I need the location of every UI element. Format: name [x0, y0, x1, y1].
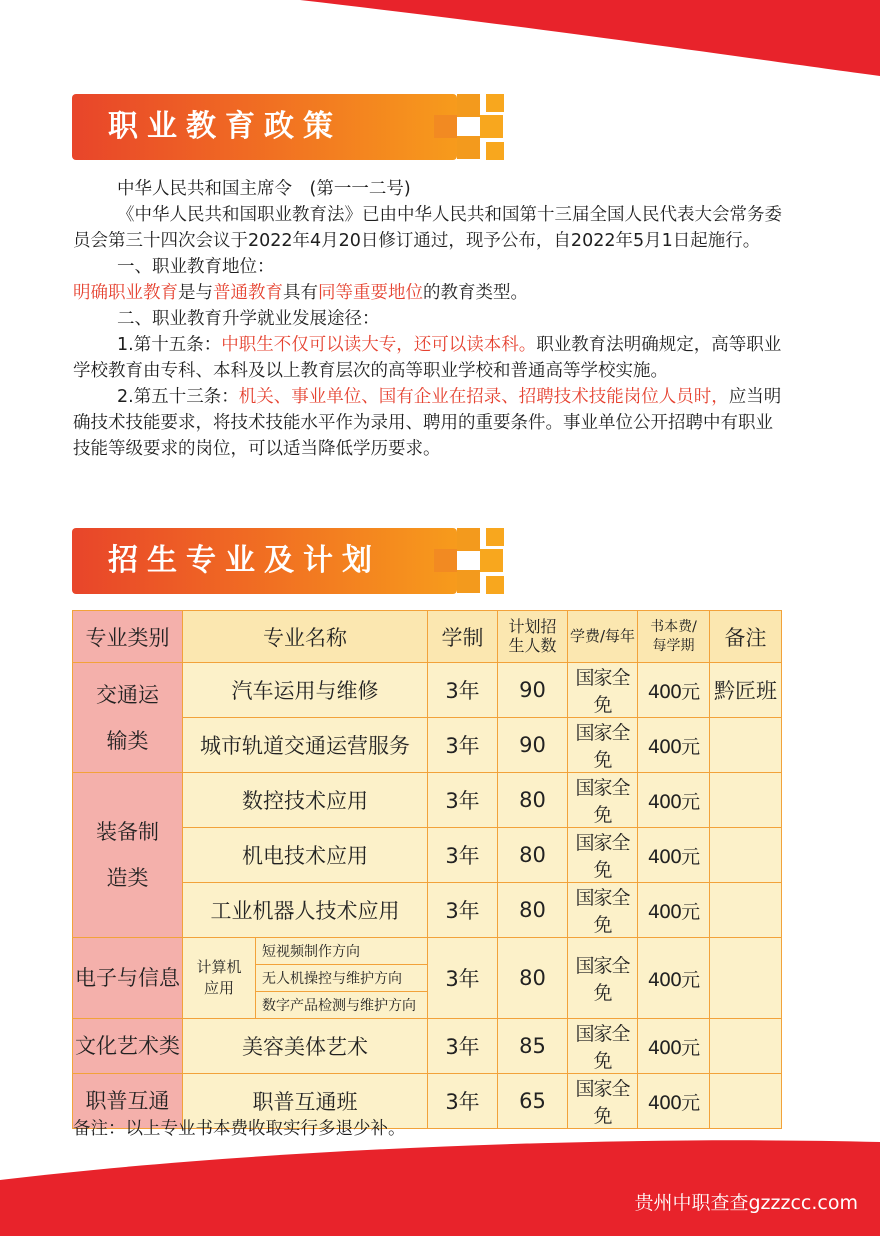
- enroll-cell: 80: [498, 773, 568, 828]
- tuition-cell: 国家全免: [568, 718, 638, 773]
- col-header-name: 专业名称: [183, 611, 428, 663]
- tuition-cell: 国家全免: [568, 773, 638, 828]
- table-row: [73, 773, 782, 828]
- duration-cell: 3年: [428, 883, 498, 938]
- table-row: [73, 938, 782, 1019]
- direction-item: 数字产品检测与维护方向: [262, 998, 416, 1014]
- col-header-duration: 学制: [428, 611, 498, 663]
- remark-cell: [710, 773, 782, 828]
- major-name: 职普互通班: [183, 1074, 428, 1129]
- direction-list: [256, 938, 427, 1018]
- article-15: 1.第十五条：中职生不仅可以读大专，还可以读本科。职业教育法明确规定，高等职业学校教育由专科、本科及以上教育层次的高等职业学校和普通高等学校实施。: [73, 335, 782, 381]
- remark-cell: [710, 883, 782, 938]
- duration-cell: 3年: [428, 1019, 498, 1074]
- enroll-cell: 80: [498, 883, 568, 938]
- duration-cell: 3年: [428, 828, 498, 883]
- category-cell: 电子与信息: [73, 938, 183, 1019]
- remark-cell: [710, 828, 782, 883]
- enroll-cell: 80: [498, 938, 568, 1019]
- tuition-cell: 国家全免: [568, 1074, 638, 1129]
- enroll-cell: 90: [498, 718, 568, 773]
- tuition-cell: 国家全免: [568, 1019, 638, 1074]
- plan-section-banner: [72, 528, 457, 594]
- remark-cell: [710, 938, 782, 1019]
- major-name: 数控技术应用: [183, 773, 428, 828]
- major-name: 美容美体艺术: [183, 1019, 428, 1074]
- books-cell: 400元: [638, 828, 710, 883]
- top-red-band: [0, 0, 880, 80]
- tuition-cell: 国家全免: [568, 663, 638, 718]
- direction-item: 无人机操控与维护方向: [256, 965, 427, 992]
- duration-cell: 3年: [428, 718, 498, 773]
- books-cell: 400元: [638, 1019, 710, 1074]
- tuition-cell: 国家全免: [568, 938, 638, 1019]
- col-header-category: 专业类别: [73, 611, 183, 663]
- table-header-row: [73, 611, 782, 663]
- status-statement: 明确职业教育是与普通教育具有同等重要地位的教育类型。: [73, 283, 528, 303]
- duration-cell: 3年: [428, 663, 498, 718]
- law-announcement: 《中华人民共和国职业教育法》已由中华人民共和国第十三届全国人民代表大会常务委员会第三十四次会议于2022年4月20日修订通过，现予公布，自2022年5月1日起施行。: [73, 205, 782, 251]
- books-cell: 400元: [638, 773, 710, 828]
- books-cell: 400元: [638, 718, 710, 773]
- books-cell: 400元: [638, 663, 710, 718]
- major-name-with-directions: [183, 938, 428, 1019]
- books-cell: 400元: [638, 883, 710, 938]
- major-name: 工业机器人技术应用: [183, 883, 428, 938]
- col-header-enroll: 计划招生人数: [498, 611, 568, 663]
- tuition-cell: 国家全免: [568, 883, 638, 938]
- remark-cell: 黔匠班: [710, 663, 782, 718]
- article-53: 2.第五十三条：机关、事业单位、国有企业在招录、招聘技术技能岗位人员时，应当明确技术技能要求，将技术技能水平作为录用、聘用的重要条件。事业单位公开招聘中有职业技能等级要求的岗位，可以适当降低学历要求。: [73, 387, 782, 459]
- enroll-cell: 90: [498, 663, 568, 718]
- category-cell: 交通运输类: [73, 663, 183, 773]
- footnote: 备注：以上专业书本费收取实行多退少补。: [73, 1119, 406, 1139]
- col-header-tuition: 学费/每年: [568, 611, 638, 663]
- major-name: 机电技术应用: [183, 828, 428, 883]
- duration-cell: 3年: [428, 938, 498, 1019]
- col-header-remark: 备注: [710, 611, 782, 663]
- major-name: 计算机应用: [183, 938, 256, 1018]
- table-row: [73, 663, 782, 718]
- tuition-cell: 国家全免: [568, 828, 638, 883]
- col-header-books: 书本费/每学期: [638, 611, 710, 663]
- category-cell: 装备制造类: [73, 773, 183, 938]
- footer-watermark: 贵州中职查查gzzzcc.com: [634, 1192, 858, 1214]
- remark-cell: [710, 718, 782, 773]
- enroll-cell: 85: [498, 1019, 568, 1074]
- policy-text: [73, 176, 785, 462]
- category-cell: 文化艺术类: [73, 1019, 183, 1074]
- enrollment-plan-table: [72, 610, 782, 1129]
- heading-status: 一、职业教育地位：: [117, 257, 275, 277]
- books-cell: 400元: [638, 1074, 710, 1129]
- heading-pathways: 二、职业教育升学就业发展途径：: [117, 309, 380, 329]
- enroll-cell: 65: [498, 1074, 568, 1129]
- major-name: 汽车运用与维修: [183, 663, 428, 718]
- major-name: 城市轨道交通运营服务: [183, 718, 428, 773]
- plan-section-title: 招生专业及计划: [108, 543, 381, 578]
- duration-cell: 3年: [428, 1074, 498, 1129]
- policy-section-title: 职业教育政策: [108, 109, 342, 144]
- decree-line: 中华人民共和国主席令 (第一一二号): [117, 179, 411, 199]
- category-cell: 职普互通: [73, 1074, 183, 1129]
- remark-cell: [710, 1074, 782, 1129]
- direction-item: 短视频制作方向: [256, 938, 427, 965]
- books-cell: 400元: [638, 938, 710, 1019]
- remark-cell: [710, 1019, 782, 1074]
- table-row: [73, 1019, 782, 1074]
- duration-cell: 3年: [428, 773, 498, 828]
- policy-section-banner: [72, 94, 457, 160]
- enroll-cell: 80: [498, 828, 568, 883]
